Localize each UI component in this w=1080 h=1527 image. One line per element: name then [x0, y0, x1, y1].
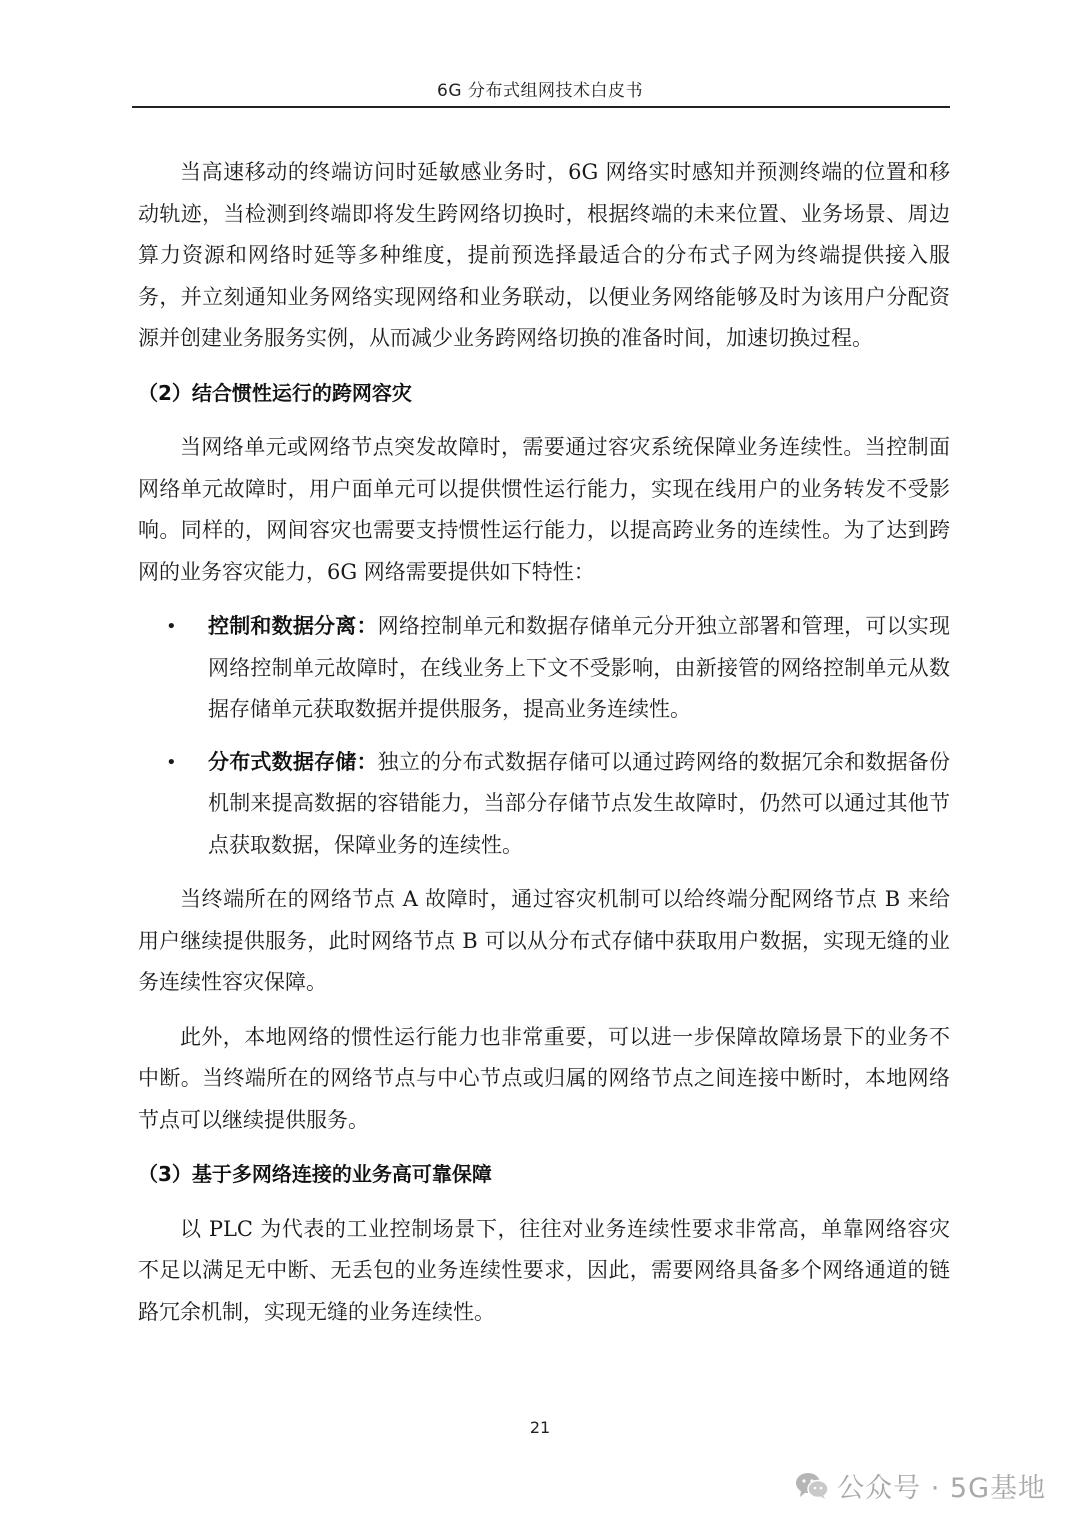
paragraph-plc-reliability: 以 PLC 为代表的工业控制场景下，往往对业务连续性要求非常高，单靠网络容灾不足以满足无中断、无丢包的业务连续性要求，因此，需要网络具备多个网络通道的链路冗余机制，实现无缝的业务连续性。	[138, 1216, 950, 1324]
paragraph-disaster-recovery: 当网络单元或网络节点突发故障时，需要通过容灾系统保障业务连续性。当控制面网络单元故障时，用户面单元可以提供惯性运行能力，实现在线用户的业务转发不受影响。同样的，网间容灾也需要支持惯性运行能力，以提高跨业务的连续性。为了达到跨网的业务容灾能力，6G 网络需要提供如下特性：	[138, 435, 950, 584]
bullet-text: 网络控制单元和数据存储单元分开独立部署和管理，可以实现网络控制单元故障时，在线业务上下文不受影响，由新接管的网络控制单元从数据存储单元获取数据并提供服务，提高业务连续性。	[208, 614, 951, 721]
page-number: 21	[529, 1418, 551, 1437]
paragraph-handover: 当高速移动的终端访问时延敏感业务时，6G 网络实时感知并预测终端的位置和移动轨迹，当检测到终端即将发生跨网络切换时，根据终端的未来位置、业务场景、周边算力资源和网络时延等多种维度，提前预选择最适合的分布式子网为终端提供接入服务，并立刻通知业务网络实现网络和业务联动，以便业务网络能够及时为该用户分配资源并创建业务服务实例，从而减少业务跨网络切换的准备时间，加速切换过程。	[138, 160, 950, 350]
bullet-item	[138, 606, 950, 731]
bullet-icon: •	[166, 616, 177, 637]
bullet-text: 独立的分布式数据存储可以通过跨网络的数据冗余和数据备份机制来提高数据的容错能力，当部分存储节点发生故障时，仍然可以通过其他节点获取数据，保障业务的连续性。	[208, 749, 951, 857]
wechat-icon	[795, 1472, 829, 1500]
section-heading-2: （2）结合惯性运行的跨网容灾	[138, 380, 412, 405]
page-body	[138, 152, 950, 1346]
bullet-term: 分布式数据存储：	[208, 749, 378, 774]
bullet-item	[138, 742, 950, 867]
running-header-title: 6G 分布式组网技术白皮书	[437, 81, 643, 101]
paragraph-local-inertia: 此外，本地网络的惯性运行能力也非常重要，可以进一步保障故障场景下的业务不中断。当终端所在的网络节点与中心节点或归属的网络节点之间连接中断时，本地网络节点可以继续提供服务。	[138, 1024, 950, 1132]
feature-bullet-list	[138, 606, 950, 866]
watermark-text: 公众号 · 5G基地	[837, 1473, 1046, 1504]
header-divider	[132, 106, 950, 108]
section-heading-3: （3）基于多网络连接的业务高可靠保障	[138, 1162, 492, 1186]
wechat-watermark	[795, 1466, 1046, 1505]
bullet-term: 控制和数据分离：	[208, 614, 378, 638]
paragraph-node-failover: 当终端所在的网络节点 A 故障时，通过容灾机制可以给终端分配网络节点 B 来给用户继续提供服务，此时网络节点 B 可以从分布式存储中获取用户数据，实现无缝的业务连续性容灾保障。	[138, 887, 950, 994]
bullet-icon: •	[166, 751, 177, 773]
